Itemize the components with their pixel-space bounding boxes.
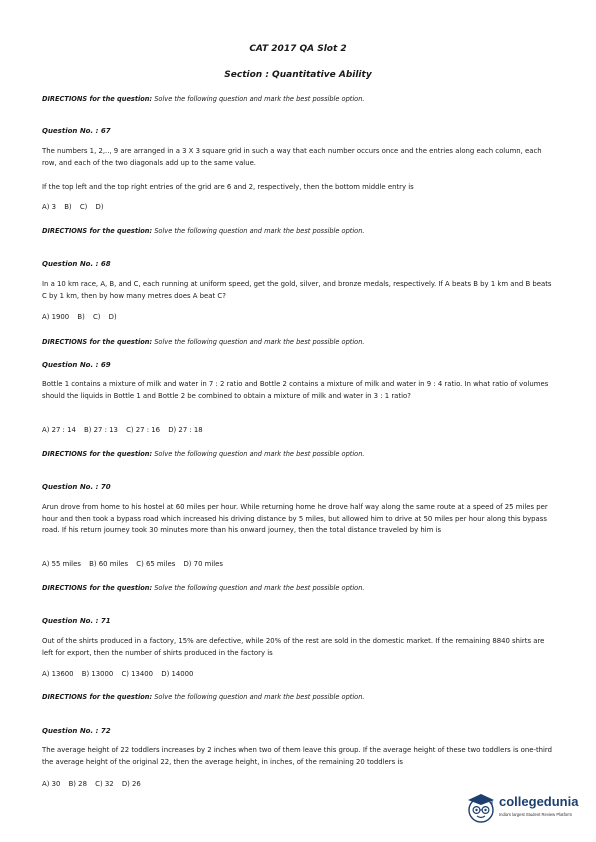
option-a: A) 13600 [42,670,74,678]
question-number: Question No. : 67 [42,127,111,135]
option-b: B) 28 [68,780,87,788]
question-text: In a 10 km race, A, B, and C, each running at uniform speed, get the gold, silver, and bronze medals, respectively. If A beats B by 1 km and B beats C by 1 km, then by how many metres does A beat C? [42,280,552,300]
option-a: A) 27 : 14 [42,426,76,434]
option-a: A) 3 [42,203,56,211]
option-list [42,426,209,434]
option-list [42,313,123,321]
directions-line [42,584,364,592]
directions-text: Solve the following question and mark the best possible option. [154,95,365,103]
section-title: Section : Quantitative Ability [224,70,372,80]
directions-text: Solve the following question and mark the best possible option. [154,693,365,701]
option-a: A) 55 miles [42,560,81,568]
option-d: D) 27 : 18 [168,426,203,434]
collegedunia-logo [466,791,584,827]
option-d: D) 70 miles [183,560,224,568]
logo-tagline: India's largest Student Review Platform [499,812,572,817]
option-a: A) 30 [42,780,61,788]
option-d: D) [95,203,104,211]
question-number: Question No. : 69 [42,361,111,369]
option-c: C) 13400 [121,670,154,678]
question-number: Question No. : 70 [42,483,111,491]
question-number: Question No. : 68 [42,260,111,268]
option-d: D) [108,313,117,321]
option-list [42,203,110,211]
directions-label: DIRECTIONS for the question: [42,95,153,103]
option-c: C) [79,203,88,211]
question-text: Out of the shirts produced in a factory, 15% are defective, while 20% of the rest are sold in the domestic market. If the remaining 8840 shirts are left for export, then the number of shirts produced in the factory is [42,637,545,657]
question-text: Arun drove from home to his hostel at 60 miles per hour. While returning home he drove half way along the same route at a speed of 25 miles per hour and then took a bypass road which increased his driving distance by 5 miles, but allowed him to drive at 50 miles per hour along this bypass road. If his return journey took 30 minutes more than his onward journey, then the total distance traveled by him is [42,503,548,535]
option-b: B) [64,203,72,211]
option-b: B) 60 miles [89,560,129,568]
directions-line [42,693,364,701]
option-d: D) 26 [121,780,141,788]
directions-text: Solve the following question and mark the best possible option. [154,584,365,592]
option-c: C) 32 [95,780,114,788]
directions-line [42,227,364,235]
option-list [42,780,147,788]
option-c: C) 27 : 16 [126,426,161,434]
question-number: Question No. : 72 [42,727,111,735]
directions-label: DIRECTIONS for the question: [42,693,153,701]
directions-label: DIRECTIONS for the question: [42,227,153,235]
question-text: If the top left and the top right entries of the grid are 6 and 2, respectively, then the bottom middle entry is [42,183,414,191]
option-list [42,670,199,678]
document-title: CAT 2017 QA Slot 2 [249,44,347,54]
directions-line [42,95,364,103]
question-text: Bottle 1 contains a mixture of milk and water in 7 : 2 ratio and Bottle 2 contains a mixture of milk and water in 9 : 4 ratio. In what ratio of volumes should the liquids in Bottle 1 and Bottle 2 be combined to obtain a mixture of milk and water in 3 : 1 ratio? [42,380,549,400]
mascot-icon [466,791,496,825]
directions-label: DIRECTIONS for the question: [42,450,153,458]
option-c: C) [92,313,101,321]
question-number: Question No. : 71 [42,617,111,625]
option-b: B) 27 : 13 [84,426,118,434]
directions-label: DIRECTIONS for the question: [42,584,153,592]
question-text: The numbers 1, 2,.., 9 are arranged in a 3 X 3 square grid in such a way that each number occurs once and the entries along each column, each row, and each of the two diagonals add up to the same value. [42,147,542,167]
option-b: B) [77,313,85,321]
logo-wordmark: collegedunia [499,794,579,809]
directions-text: Solve the following question and mark the best possible option. [154,450,365,458]
directions-line [42,338,364,346]
question-text: The average height of 22 toddlers increases by 2 inches when two of them leave this group. If the average height of these two toddlers is one-third the average height of the original 22, then the average height, in inches, of the remaining 20 toddlers is [42,746,553,766]
option-a: A) 1900 [42,313,70,321]
option-b: B) 13000 [81,670,114,678]
option-d: D) 14000 [161,670,194,678]
option-c: C) 65 miles [136,560,176,568]
directions-text: Solve the following question and mark the best possible option. [154,227,365,235]
directions-line [42,450,364,458]
option-list [42,560,229,568]
directions-label: DIRECTIONS for the question: [42,338,153,346]
directions-text: Solve the following question and mark the best possible option. [154,338,365,346]
